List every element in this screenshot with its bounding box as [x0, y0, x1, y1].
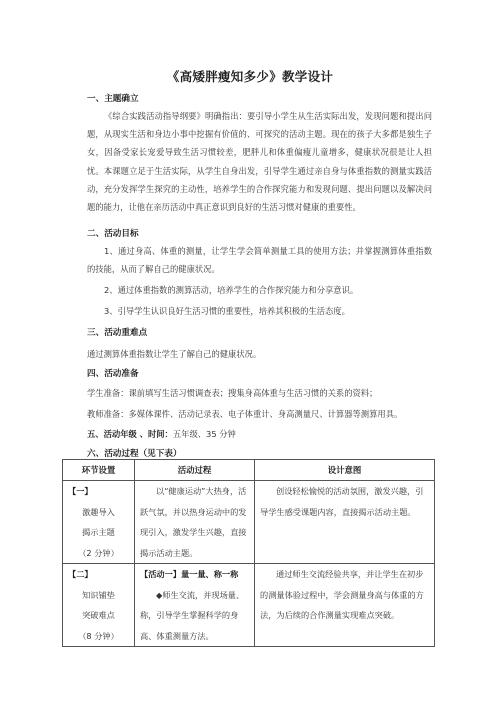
section-heading-grade-time: 五、活动年级 、时间：	[87, 429, 173, 439]
process-text: ◆师生交流，并现场量、称，引导学生掌握科学的身高、体重测量方法。	[140, 589, 245, 641]
intent-cell	[255, 481, 435, 564]
stage-duration: （2 分钟）	[78, 547, 119, 558]
stage-tag: 【一】	[68, 486, 93, 496]
key-points-text: 通过测算体重指数让学生了解自己的健康状况。	[87, 349, 262, 359]
section-heading-process: 六、活动过程（见下表）	[87, 449, 182, 459]
goal-item-2: 2、通过体重指数的测算活动，培养学生的合作探究能力和分享意识。	[104, 285, 359, 295]
section-heading-key-points: 三、活动重难点	[87, 328, 148, 338]
goal-item-3: 3、引导学生认识良好生活习惯的重要性，培养其积极的生活态度。	[104, 306, 350, 316]
stage-cell	[63, 481, 135, 564]
table-header-row	[63, 460, 435, 481]
process-activity-title: 【活动一】量一量、称一称	[140, 569, 239, 579]
stage-cell	[63, 564, 135, 647]
header-intent: 设计意图	[255, 460, 435, 481]
goal-item-1: 1、通过身高、体重的测量，让学生学会简单测量工具的使用方法；并掌握测算体重指数的技能，从而了解自己的健康状况。	[87, 246, 432, 275]
process-cell	[135, 481, 255, 564]
stage-line: 激趣导入	[82, 506, 115, 517]
stage-line: 知识铺垫	[82, 589, 115, 600]
header-process: 活动过程	[135, 460, 255, 481]
table-row	[63, 564, 435, 647]
theme-paragraph: 《综合实践活动指导纲要》明确指出：要引导小学生从生活实际出发，发现问题和提出问题，从现实生活和身边小事中挖掘有价值的、可探究的活动主题。现在的孩子大多都是独生子女，因备受家长宠爱导致生活习惯较差，肥胖儿和体重偏瘦儿童增多，健康状况很是让人担忧。本课题立足于生活实际，从学生自身出发，引导学生通过亲自身与体重指数的测量实践活动，充分发挥学生探究的主动性，培养学生的合作探究能力和发现问题、提出问题以及解决问题的能力，让他在亲历活动中真正意识到良好的生活习惯对健康的重要性。	[87, 111, 432, 213]
grade-time-line	[87, 428, 236, 440]
student-preparation: 学生准备：课前填写生活习惯调查表；搜集身高体重与生活习惯的关系的资料；	[87, 388, 378, 398]
process-text: 以“健康运动”大热身，活跃气氛，并以热身运动中的发现引入，激发学生兴趣，直接揭示活动主题。	[140, 486, 247, 558]
stage-line: 突破难点	[82, 610, 115, 620]
stage-duration: （8 分钟）	[78, 630, 119, 641]
stage-tag: 【二】	[68, 569, 93, 579]
intent-cell	[255, 564, 435, 647]
section-heading-theme: 一、主题确立	[87, 94, 139, 104]
header-stage: 环节设置	[63, 460, 135, 481]
grade-time-value: 五年级、35 分钟	[172, 429, 236, 439]
intent-text: 通过师生交流经验共享，并让学生在初步的测量体验过程中，学会测量身高与体重的方法，为后续的合作测量实现难点突破。	[260, 569, 424, 620]
section-heading-goals: 二、活动目标	[87, 229, 139, 239]
process-cell	[135, 564, 255, 647]
stage-line: 揭示主题	[82, 527, 115, 537]
section-heading-preparation: 四、活动准备	[87, 369, 139, 379]
intent-text: 创设轻松愉悦的活动氛围，激发兴趣，引导学生感受课题内容，直接揭示活动主题。	[260, 486, 424, 517]
activity-process-table	[62, 459, 435, 647]
teacher-preparation: 教师准备：多媒体课件、活动记录表、电子体重计、身高测量尺、计算器等测算用具。	[87, 409, 403, 419]
table-row	[63, 481, 435, 564]
document-title: 《高矮胖瘦知多少》教学设计	[166, 69, 334, 84]
